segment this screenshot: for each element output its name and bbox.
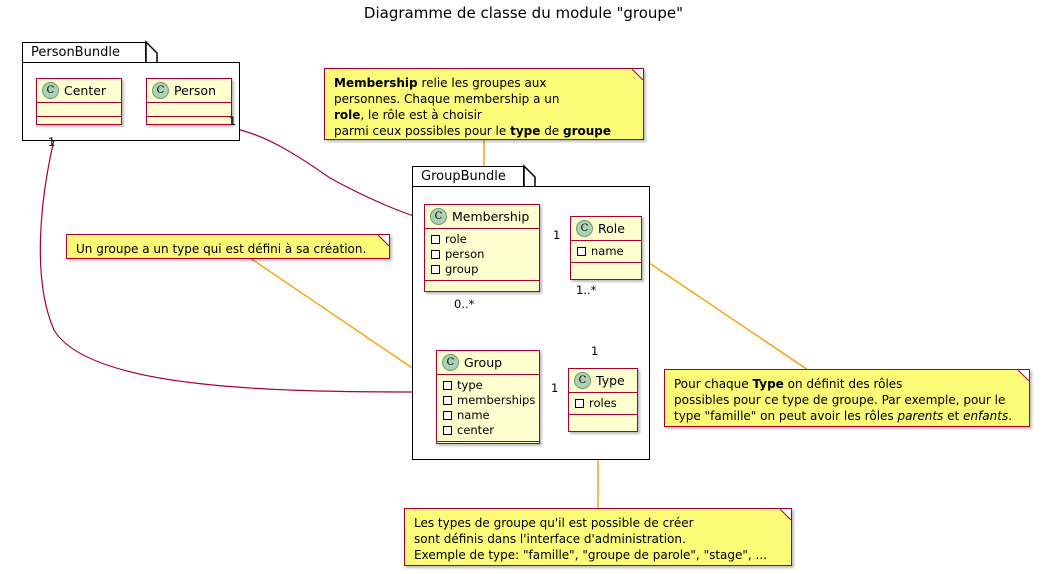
- class-center-header: [37, 79, 121, 102]
- attribute-row: name: [577, 244, 635, 259]
- visibility-private-icon: [575, 399, 584, 408]
- attribute-row: center: [443, 423, 533, 438]
- class-person-methods: [147, 117, 231, 130]
- package-tab-groupbundle: GroupBundle: [412, 166, 524, 187]
- class-membership-header: [425, 205, 539, 228]
- class-center[interactable]: [36, 78, 122, 125]
- note-fold-line: [1018, 370, 1029, 381]
- class-group[interactable]: [436, 350, 540, 444]
- attribute-row: role: [431, 232, 533, 247]
- class-stereotype-icon: C: [430, 208, 447, 225]
- class-type-methods: [569, 415, 637, 428]
- note-types-admin: [404, 508, 792, 566]
- class-type-header: [569, 369, 637, 392]
- class-role[interactable]: [570, 216, 642, 280]
- multiplicity-group-one: 1: [551, 381, 559, 395]
- note-type-roles-text: Pour chaque Type on définit des rôles possibles pour ce type de groupe. Par exemple, pour le type "famille" on peut avoir les rôles parents et enfants.: [674, 377, 1013, 423]
- class-person[interactable]: [146, 78, 232, 125]
- multiplicity-type-one: 1: [591, 344, 599, 358]
- class-membership-attributes: [425, 229, 539, 280]
- class-stereotype-icon: C: [42, 82, 59, 99]
- class-role-header: [571, 217, 641, 240]
- attribute-row: memberships: [443, 393, 533, 408]
- attribute-row: group: [431, 262, 533, 277]
- class-stereotype-icon: C: [574, 372, 591, 389]
- multiplicity-center-one: 1: [48, 135, 56, 149]
- class-group-header: [437, 351, 539, 374]
- class-stereotype-icon: C: [152, 82, 169, 99]
- class-group-attributes: [437, 375, 539, 441]
- class-stereotype-icon: C: [442, 354, 459, 371]
- class-center-name: Center: [64, 83, 107, 98]
- note-types-admin-text: Les types de groupe qu'il est possible de créer sont définis dans l'interface d'administration. Exemple de type: "famille", "groupe de parole", "stage", ...: [414, 516, 767, 562]
- visibility-private-icon: [443, 426, 452, 435]
- class-type-attributes: [569, 393, 637, 414]
- multiplicity-membership-zero-star: 0..*: [454, 297, 475, 311]
- attribute-row: person: [431, 247, 533, 262]
- note-group-type: [66, 234, 390, 259]
- class-center-methods: [37, 117, 121, 130]
- class-type-name: Type: [596, 373, 625, 388]
- note-membership-text: Membership relie les groupes aux personnes. Chaque membership a un role, le rôle est à choisir parmi ceux possibles pour le type de groupe: [334, 76, 612, 138]
- visibility-private-icon: [577, 247, 586, 256]
- class-membership-methods: [425, 281, 539, 294]
- visibility-private-icon: [431, 235, 440, 244]
- attribute-row: roles: [575, 396, 631, 411]
- note-membership: [324, 68, 644, 140]
- class-center-attributes: [37, 103, 121, 116]
- package-tab-personbundle: PersonBundle: [22, 42, 146, 63]
- visibility-private-icon: [443, 411, 452, 420]
- class-group-methods: [437, 442, 539, 455]
- class-role-methods: [571, 263, 641, 276]
- note-fold-line: [780, 509, 791, 520]
- class-person-header: [147, 79, 231, 102]
- multiplicity-person-one: 1: [229, 114, 237, 128]
- note-fold-line: [632, 69, 643, 80]
- attribute-row: type: [443, 378, 533, 393]
- class-person-name: Person: [174, 83, 217, 98]
- visibility-private-icon: [443, 396, 452, 405]
- class-membership[interactable]: [424, 204, 540, 292]
- visibility-private-icon: [431, 250, 440, 259]
- note-group-type-text: Un groupe a un type qui est défini à sa création.: [76, 242, 367, 256]
- class-person-attributes: [147, 103, 231, 116]
- visibility-private-icon: [443, 381, 452, 390]
- note-fold-line: [378, 235, 389, 246]
- class-type[interactable]: [568, 368, 638, 432]
- class-membership-name: Membership: [452, 209, 530, 224]
- class-stereotype-icon: C: [576, 220, 593, 237]
- multiplicity-role-one: 1: [553, 228, 561, 242]
- visibility-private-icon: [431, 265, 440, 274]
- class-role-attributes: [571, 241, 641, 262]
- class-group-name: Group: [464, 355, 503, 370]
- page-title: Diagramme de classe du module "groupe": [363, 4, 684, 22]
- multiplicity-role-one-star: 1..*: [576, 283, 597, 297]
- class-role-name: Role: [598, 221, 625, 236]
- attribute-row: name: [443, 408, 533, 423]
- note-type-roles: [664, 369, 1030, 427]
